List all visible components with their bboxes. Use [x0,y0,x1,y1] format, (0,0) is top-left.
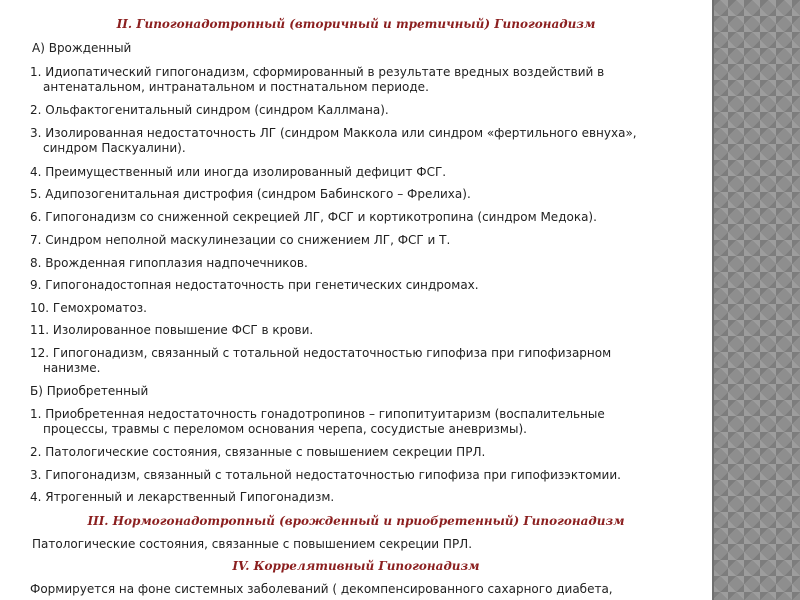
list-item-c4: 4. Преимущественный или иногда изолированный дефицит ФСГ. [30,165,447,179]
list-item-c11: 11. Изолированное повышение ФСГ в крови. [30,323,314,337]
side-panel-edge [712,0,714,600]
list-item-c12: 12. Гипогонадизм, связанный с тотальной недостаточностью гипофиза при гипофизарном нанизме. [30,346,612,375]
list-item-a1: 1. Приобретенная недостаточность гонадотропинов – гипопитуитаризм (воспалительные процессы, травмы с переломом основания черепа, сосудистые аневризмы). [30,407,605,436]
correl-text: Формируется на фоне системных заболеваний ( декомпенсированного сахарного диабета, [30,582,613,596]
list-item-c7: 7. Синдром неполной маскулинезации со снижением ЛГ, ФСГ и Т. [30,233,451,247]
list-item-c3: 3. Изолированная недостаточность ЛГ (синдром Маккола или синдром «фертильного евнуха», синдром Паскуалини). [30,126,637,155]
heading-normogonadotropic: III. Нормогонадотропный (врожденный и приобретенный) Гипогонадизм [87,514,625,528]
heading-correlative: IV. Коррелятивный Гипогонадизм [232,559,480,573]
decorative-side-panel [712,0,800,600]
acquired-label: Б) Приобретенный [30,384,149,398]
heading-hypogonadotropic: II. Гипогонадотропный (вторичный и третичный) Гипогонадизм [116,17,596,31]
list-item-c2: 2. Ольфактогенитальный синдром (синдром Каллмана). [30,103,389,117]
list-item-c9: 9. Гипогонадостопная недостаточность при генетических синдромах. [30,278,479,292]
list-item-c1: 1. Идиопатический гипогонадизм, сформированный в результате вредных воздействий в антенатальном, интранатальном и постнатальном периоде. [30,65,605,94]
congenital-label: А) Врожденный [32,41,132,55]
list-item-c5: 5. Адипозогенитальная дистрофия (синдром Бабинского – Фрелиха). [30,187,471,201]
list-item-c6: 6. Гипогонадизм со сниженной секрецией ЛГ, ФСГ и кортикотропина (синдром Медока). [30,210,597,224]
list-item-a3: 3. Гипогонадизм, связанный с тотальной недостаточностью гипофиза при гипофизэктомии. [30,468,621,482]
list-item-c8: 8. Врожденная гипоплазия надпочечников. [30,256,308,270]
normo-text: Патологические состояния, связанные с повышением секреции ПРЛ. [32,537,473,551]
list-item-c10: 10. Гемохроматоз. [30,301,147,315]
list-item-a4: 4. Ятрогенный и лекарственный Гипогонадизм. [30,490,335,504]
list-item-a2: 2. Патологические состояния, связанные с повышением секреции ПРЛ. [30,445,486,459]
